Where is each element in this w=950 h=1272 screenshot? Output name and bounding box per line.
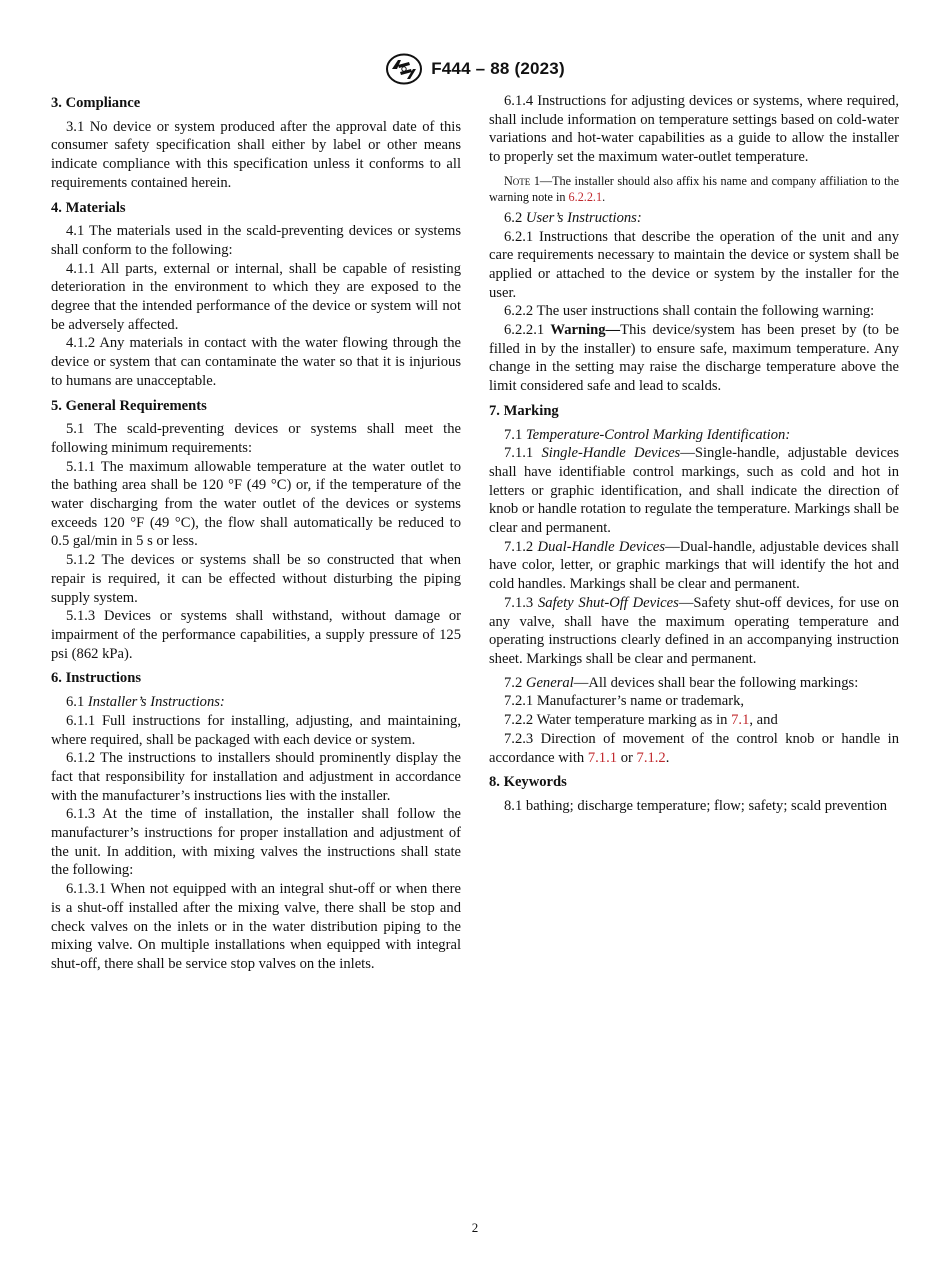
document-designation: F444 – 88 (2023): [431, 59, 565, 78]
paragraph-7-2-1: 7.2.1 Manufacturer’s name or trademark,: [504, 693, 745, 710]
paragraph-7-2: 7.2 General—All devices shall bear the following markings:: [504, 674, 859, 691]
paragraph-7-1: 7.1 Temperature-Control Marking Identification:: [504, 426, 791, 443]
paragraph-8-1: 8.1 bathing; discharge temperature; flow; safety; scald prevention: [504, 797, 888, 814]
paragraph-6-1-2: 6.1.2 The instructions to installers should prominently display the fact that responsibility for installation and adjustment in accordance with the manufacturer’s instructions lies with the installer.: [51, 750, 461, 804]
paragraph-4-1: 4.1 The materials used in the scald-preventing devices or systems shall conform to the following:: [51, 223, 461, 258]
section-heading-general-requirements: 5. General Requirements: [51, 397, 207, 414]
paragraph-6-1-3-1: 6.1.3.1 When not equipped with an integral shut-off or when there is a shut-off installed after the mixing valve, there shall be stop and check valves on the inlets or in the water distribution piping to the mixing valve. On multiple installations when equipped with integral shut-off, there shall be service stop valves on the inlets.: [51, 881, 461, 972]
paragraph-3-1: 3.1 No device or system produced after the approval date of this consumer safety specification shall either by label or other means indicate compliance with this specification unless it conforms to all requirements contained herein.: [51, 118, 461, 191]
section-heading-marking: 7. Marking: [489, 402, 559, 419]
right-column: [489, 92, 899, 816]
ref-7-1-link[interactable]: 7.1: [731, 712, 750, 729]
note-ref-link[interactable]: 6.2.2.1: [568, 189, 603, 204]
paragraph-7-2-2: 7.2.2 Water temperature marking as in 7.1, and: [504, 712, 778, 729]
paragraph-6-2-2-1: 6.2.2.1 Warning—This device/system has been preset by (to be filled in by the installer) to ensure safe, maximum temperature. Any change in the setting may raise the discharge temperature above the limit considered safe and lead to scalds.: [489, 322, 899, 395]
paragraph-7-2-3: 7.2.3 Direction of movement of the control knob or handle in accordance with 7.1.1 or 7.1.2.: [489, 730, 899, 766]
paragraph-6-2-1: 6.2.1 Instructions that describe the operation of the unit and any care requirements necessary to maintain the device or system shall be applied or attached to the device or system by the installer for the user.: [489, 228, 899, 301]
paragraph-5-1-2: 5.1.2 The devices or systems shall be so constructed that when repair is required, it can be effected without disturbing the piping supply system.: [51, 552, 461, 606]
paragraph-4-1-1: 4.1.1 All parts, external or internal, shall be capable of resisting deterioration in the environment to which they are exposed to the degree that the intended performance of the device or system will not be adversely affected.: [51, 260, 461, 333]
section-heading-materials: 4. Materials: [51, 199, 126, 216]
paragraph-6-2-2: 6.2.2 The user instructions shall contain the following warning:: [504, 303, 875, 320]
astm-logo-icon: [385, 53, 423, 85]
paragraph-6-1: 6.1 Installer’s Instructions:: [66, 694, 225, 711]
note-1: Note 1—The installer should also affix his name and company affiliation to the warning note in 6.2.2.1.: [489, 173, 899, 204]
left-column: [51, 92, 461, 974]
paragraph-4-1-2: 4.1.2 Any materials in contact with the water flowing through the device or system that can contaminate the water so that it is injurious to humans are unacceptable.: [51, 335, 461, 389]
page-number: 2: [471, 1220, 479, 1235]
paragraph-7-1-1: 7.1.1 Single-Handle Devices—Single-handle, adjustable devices shall have identifiable control markings, such as cold and hot in letters or graphic identification, and shall indicate the direction of knob or handle rotation to regulate the temperature. Markings shall be clear and permanent.: [489, 445, 899, 537]
paragraph-6-1-4: 6.1.4 Instructions for adjusting devices or systems, where required, shall include information on temperature settings based on cold-water variations and hot-water capabilities as a guide to allow the installer to properly set the maximum water-outlet temperature.: [489, 93, 899, 166]
ref-7-1-1-link[interactable]: 7.1.1: [587, 749, 618, 766]
paragraph-6-2: 6.2 User’s Instructions:: [504, 209, 642, 226]
paragraph-7-1-3: 7.1.3 Safety Shut-Off Devices—Safety shut-off devices, for use on any valve, shall have the maximum operating temperature and operating instructions clearly defined in an accompanying instruction sheet. Markings shall be clear and permanent.: [489, 594, 900, 667]
paragraph-5-1: 5.1 The scald-preventing devices or systems shall meet the following minimum requirements:: [51, 421, 461, 456]
paragraph-7-1-2: 7.1.2 Dual-Handle Devices—Dual-handle, adjustable devices shall have color, letter, or graphic markings that will identify the hot and cold handles. Markings shall be clear and permanent.: [489, 538, 899, 593]
paragraph-5-1-1: 5.1.1 The maximum allowable temperature at the water outlet to the bathing area shall be 120 °F (49 °C) or, if the temperature of the water discharging from the water outlet of the devices or systems exceeds 120 °F (49 °C), the flow shall automatically be reduced to 0.5 gal/min in 5 s or less.: [51, 458, 461, 550]
paragraph-5-1-3: 5.1.3 Devices or systems shall withstand, without damage or impairment of the performance capabilities, a supply pressure of 125 psi (862 kPa).: [51, 608, 461, 662]
paragraph-6-1-3: 6.1.3 At the time of installation, the installer shall follow the manufacturer’s instructions for proper installation and adjustment of the unit. In addition, with mixing valves the instructions shall state the following:: [51, 806, 461, 879]
paragraph-6-1-1: 6.1.1 Full instructions for installing, adjusting, and maintaining, where required, shall be packaged with each device or system.: [51, 712, 461, 748]
section-heading-instructions: 6. Instructions: [51, 670, 142, 687]
ref-7-1-2-link[interactable]: 7.1.2: [636, 749, 666, 766]
section-heading-keywords: 8. Keywords: [489, 774, 567, 791]
section-heading-compliance: 3. Compliance: [51, 95, 141, 111]
page-header: [0, 52, 950, 86]
